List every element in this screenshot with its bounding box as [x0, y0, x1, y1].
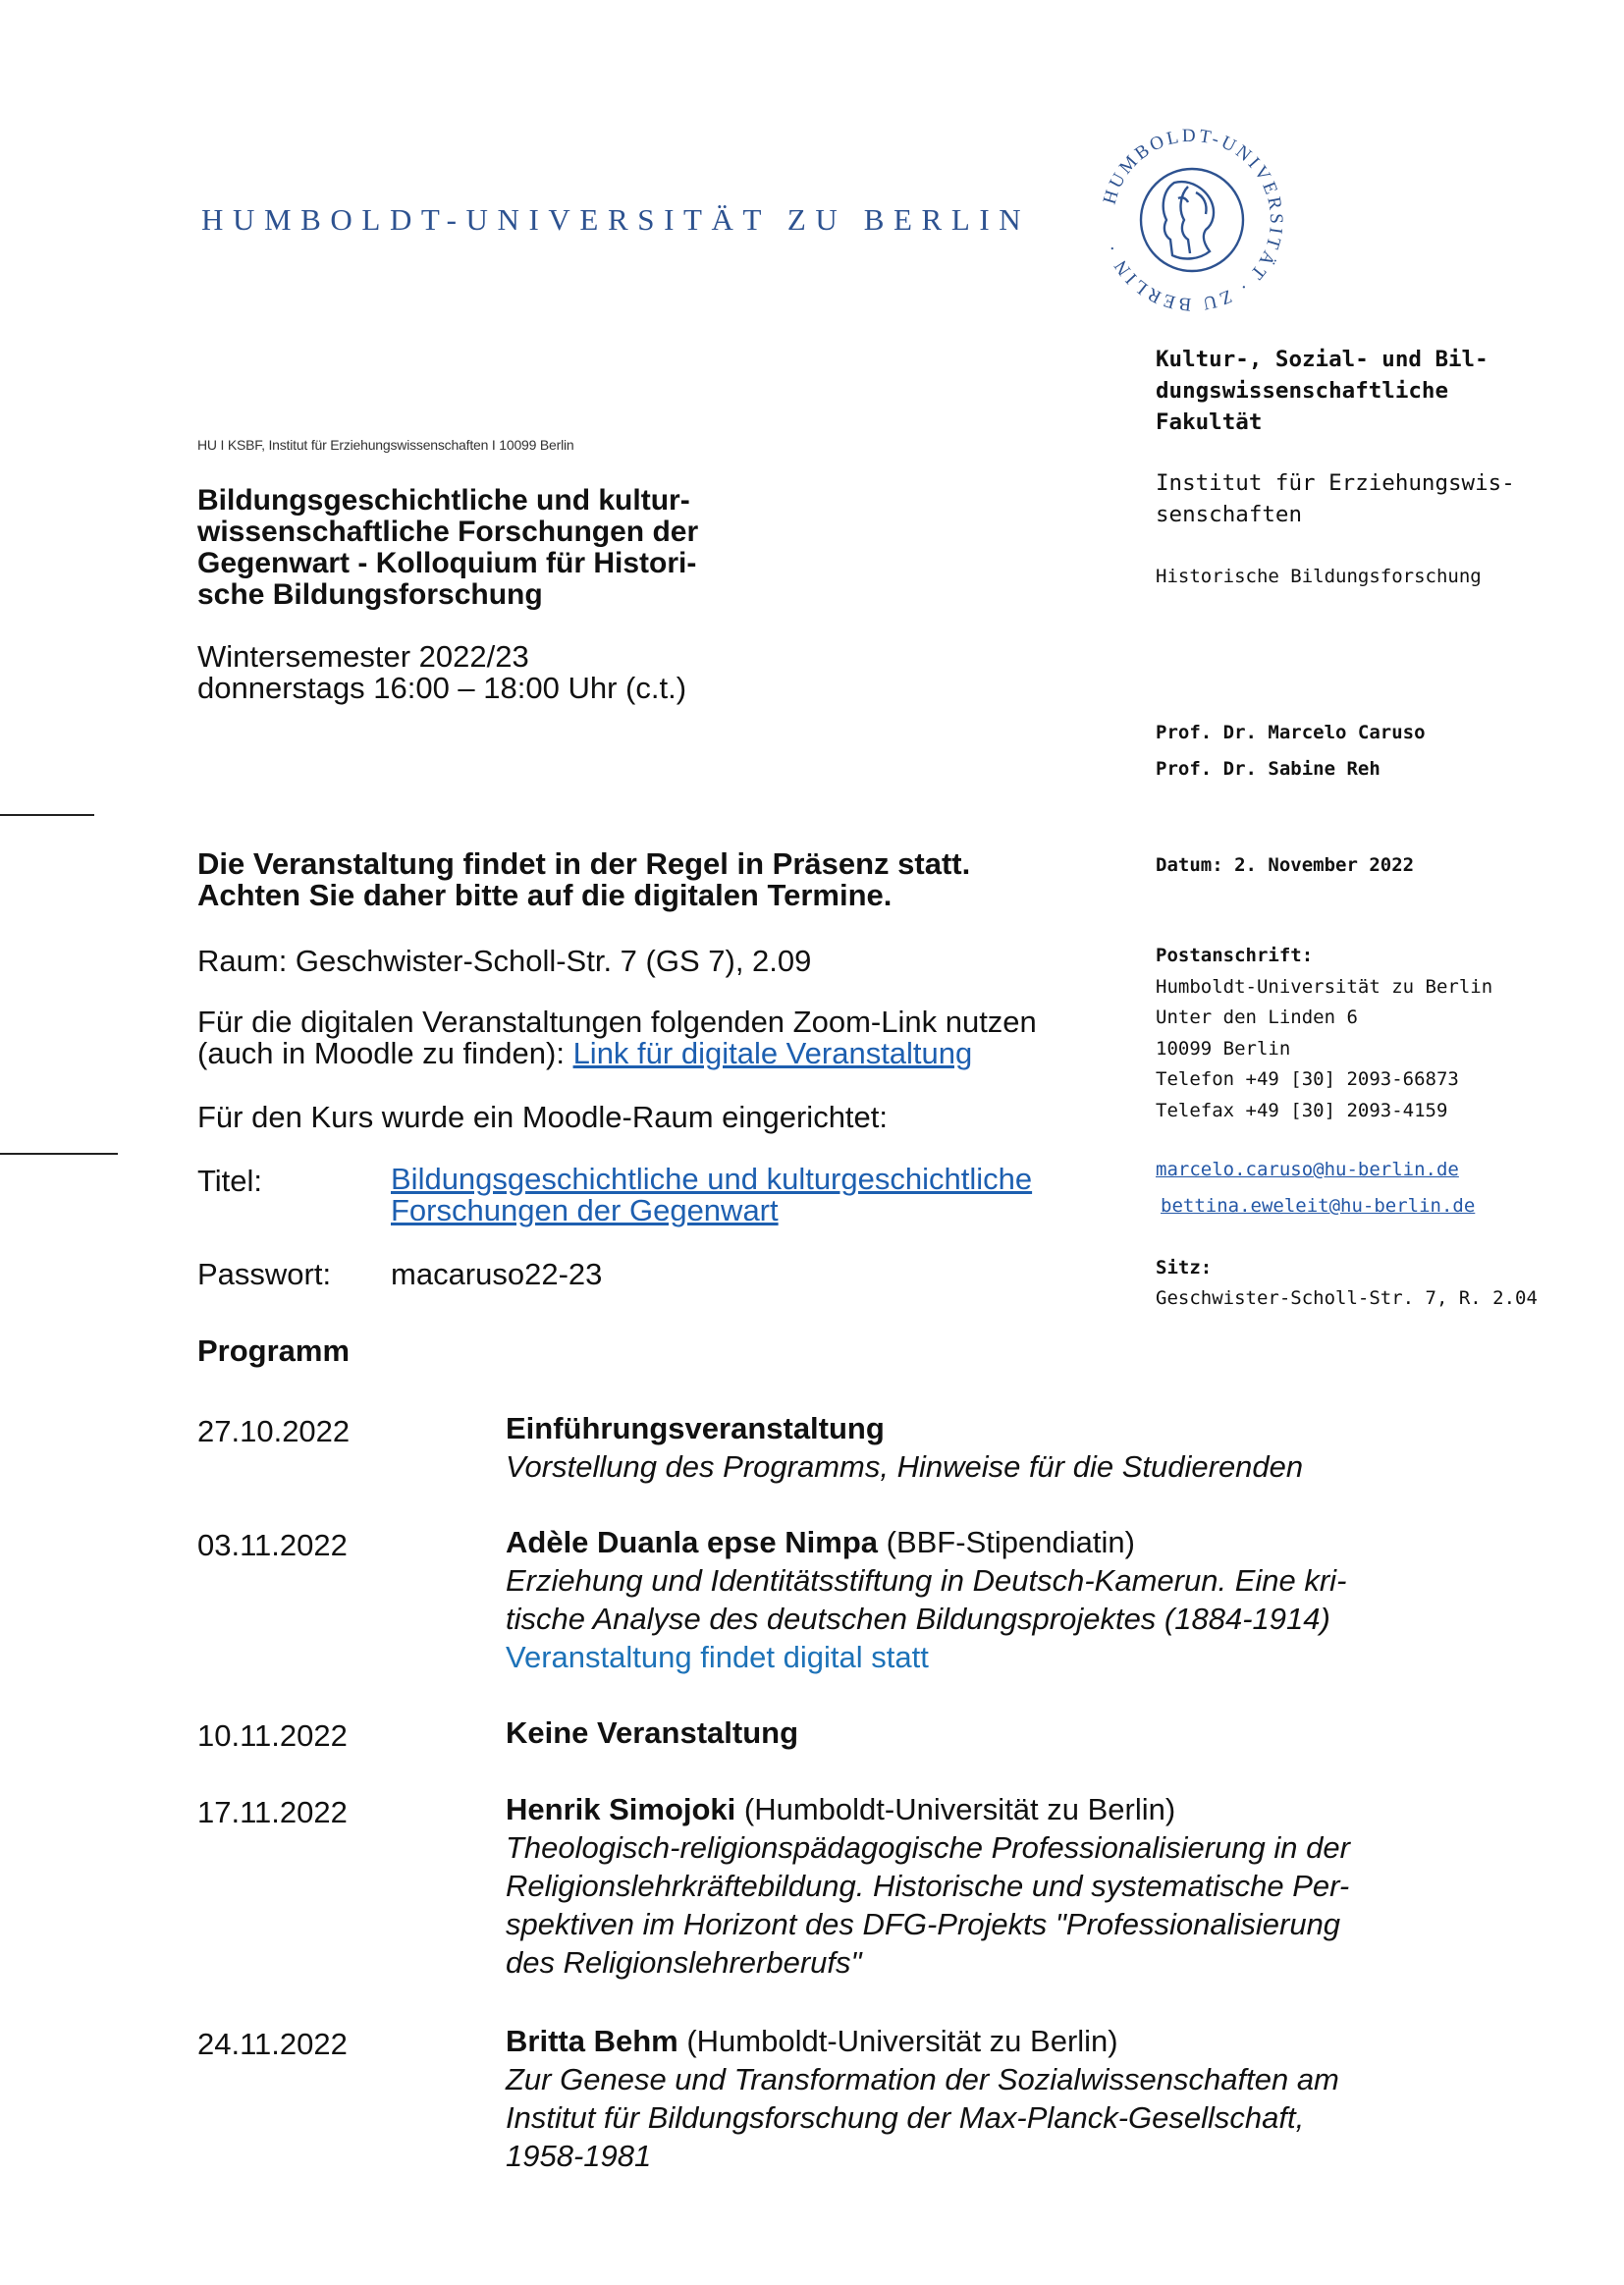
fold-mark — [0, 814, 94, 816]
program-topic-line: des Religionslehrerberufs" — [506, 1945, 862, 1980]
program-affiliation: (BBF-Stipendiatin) — [878, 1525, 1135, 1559]
faculty-line: dungswissenschaftliche — [1156, 378, 1449, 404]
university-name: HUMBOLDT-UNIVERSITÄT ZU BERLIN — [201, 202, 1031, 237]
program-speaker: Einführungsveranstaltung — [506, 1411, 885, 1445]
office-location — [1156, 1253, 1538, 1314]
program-topic-line: Vorstellung des Programms, Hinweise für die Studierenden — [506, 1449, 1304, 1484]
program-topic-line: Erziehung und Identitätsstiftung in Deutsch-Kamerun. Eine kri- — [506, 1563, 1347, 1598]
faculty-line: Kultur-, Sozial- und Bil- — [1156, 347, 1489, 372]
program-date: 03.11.2022 — [197, 1528, 348, 1562]
institute-line: Institut für Erziehungswis- — [1156, 470, 1515, 496]
faculty-name — [1156, 344, 1489, 438]
moodle-course-link[interactable] — [391, 1164, 1032, 1226]
program-heading: Programm — [197, 1333, 351, 1368]
fold-mark — [0, 1153, 118, 1155]
program-entry — [506, 1523, 1448, 1676]
zoom-link[interactable]: Link für digitale Veranstaltung — [572, 1036, 973, 1070]
title-line: wissenschaftliche Forschungen der — [197, 516, 699, 548]
program-affiliation: (Humboldt-Universität zu Berlin) — [735, 1792, 1176, 1826]
program-topic-line: tische Analyse des deutschen Bildungsprojektes (1884-1914) — [506, 1602, 1330, 1636]
passwort-label: Passwort: — [197, 1257, 332, 1291]
program-date: 10.11.2022 — [197, 1718, 348, 1753]
professor-name: Prof. Dr. Sabine Reh — [1156, 758, 1380, 780]
program-affiliation: (Humboldt-Universität zu Berlin) — [677, 2024, 1118, 2058]
program-speaker: Adèle Duanla epse Nimpa — [506, 1525, 879, 1559]
program-speaker: Henrik Simojoki — [506, 1792, 736, 1826]
meeting-time: donnerstags 16:00 – 18:00 Uhr (c.t.) — [197, 671, 687, 705]
digital-note: Veranstaltung findet digital statt — [506, 1640, 929, 1674]
sitz-label: Sitz: — [1156, 1257, 1213, 1279]
document-title — [197, 485, 698, 611]
program-topic-line: spektiven im Horizont des DFG-Projekts "Professionalisierung — [506, 1907, 1341, 1941]
postal-label: Postanschrift: — [1156, 945, 1314, 966]
department-name: Historische Bildungsforschung — [1156, 566, 1482, 587]
notice-line: Achten Sie daher bitte auf die digitalen Termine. — [197, 878, 893, 912]
address-line: 10099 Berlin — [1156, 1037, 1291, 1060]
program-entry — [506, 2022, 1448, 2175]
notice-line: Die Veranstaltung findet in der Regel in Präsenz statt. — [197, 846, 971, 881]
professor-name: Prof. Dr. Marcelo Caruso — [1156, 722, 1426, 743]
program-speaker: Keine Veranstaltung — [506, 1715, 799, 1750]
title-line: Gegenwart - Kolloquium für Histori- — [197, 547, 697, 579]
moodle-link-line[interactable]: Forschungen der Gegenwart — [391, 1193, 779, 1227]
zoom-info — [197, 1006, 1037, 1069]
postal-address — [1156, 941, 1492, 1126]
program-topic-line: Institut für Bildungsforschung der Max-Planck-Gesellschaft, — [506, 2100, 1305, 2135]
moodle-link-line[interactable]: Bildungsgeschichtliche und kulturgeschichtliche — [391, 1162, 1033, 1196]
university-seal-logo — [1094, 122, 1290, 318]
institute-name — [1156, 467, 1515, 530]
faculty-line: Fakultät — [1156, 409, 1263, 435]
zoom-prefix: (auch in Moodle zu finden): — [197, 1036, 573, 1070]
fax-line: Telefax +49 [30] 2093-4159 — [1156, 1099, 1448, 1121]
sitz-address: Geschwister-Scholl-Str. 7, R. 2.04 — [1156, 1287, 1538, 1309]
institute-line: senschaften — [1156, 502, 1303, 527]
program-entry — [506, 1714, 1448, 1752]
semester: Wintersemester 2022/23 — [197, 639, 529, 674]
semester-info — [197, 641, 686, 704]
attendance-notice — [197, 848, 970, 911]
address-line: Humboldt-Universität zu Berlin — [1156, 975, 1493, 998]
email-link[interactable]: bettina.eweleit@hu-berlin.de — [1161, 1195, 1476, 1217]
document-date: Datum: 2. November 2022 — [1156, 854, 1415, 876]
program-topic-line: Religionslehrkräftebildung. Historische und systematische Per- — [506, 1869, 1350, 1903]
zoom-line: Für die digitalen Veranstaltungen folgenden Zoom-Link nutzen — [197, 1005, 1037, 1039]
title-line: sche Bildungsforschung — [197, 578, 543, 611]
zoom-line — [197, 1038, 1037, 1069]
program-speaker: Britta Behm — [506, 2024, 678, 2058]
sender-line: HU I KSBF, Institut für Erziehungswissenschaften I 10099 Berlin — [197, 437, 574, 453]
program-date: 27.10.2022 — [197, 1414, 351, 1448]
program-entry — [506, 1790, 1448, 1982]
program-entry — [506, 1409, 1448, 1486]
address-line: Unter den Linden 6 — [1156, 1006, 1358, 1028]
program-date: 24.11.2022 — [197, 2027, 348, 2061]
moodle-info: Für den Kurs wurde ein Moodle-Raum eingerichtet: — [197, 1100, 889, 1134]
program-topic-line: Theologisch-religionspädagogische Professionalisierung in der — [506, 1830, 1350, 1865]
svg-text:HUMBOLDT-UNIVERSITÄT · ZU BERL: HUMBOLDT-UNIVERSITÄT · ZU BERLIN · — [1099, 125, 1287, 315]
title-line: Bildungsgeschichtliche und kultur- — [197, 484, 690, 517]
program-topic-line: Zur Genese und Transformation der Sozialwissenschaften am — [506, 2062, 1339, 2096]
room-info: Raum: Geschwister-Scholl-Str. 7 (GS 7), 2.09 — [197, 944, 812, 978]
email-link[interactable]: marcelo.caruso@hu-berlin.de — [1156, 1159, 1459, 1180]
program-date: 17.11.2022 — [197, 1795, 348, 1829]
titel-label: Titel: — [197, 1164, 263, 1198]
passwort-value: macaruso22-23 — [391, 1257, 603, 1291]
program-topic-line: 1958-1981 — [506, 2139, 652, 2173]
phone-line: Telefon +49 [30] 2093-66873 — [1156, 1068, 1459, 1090]
